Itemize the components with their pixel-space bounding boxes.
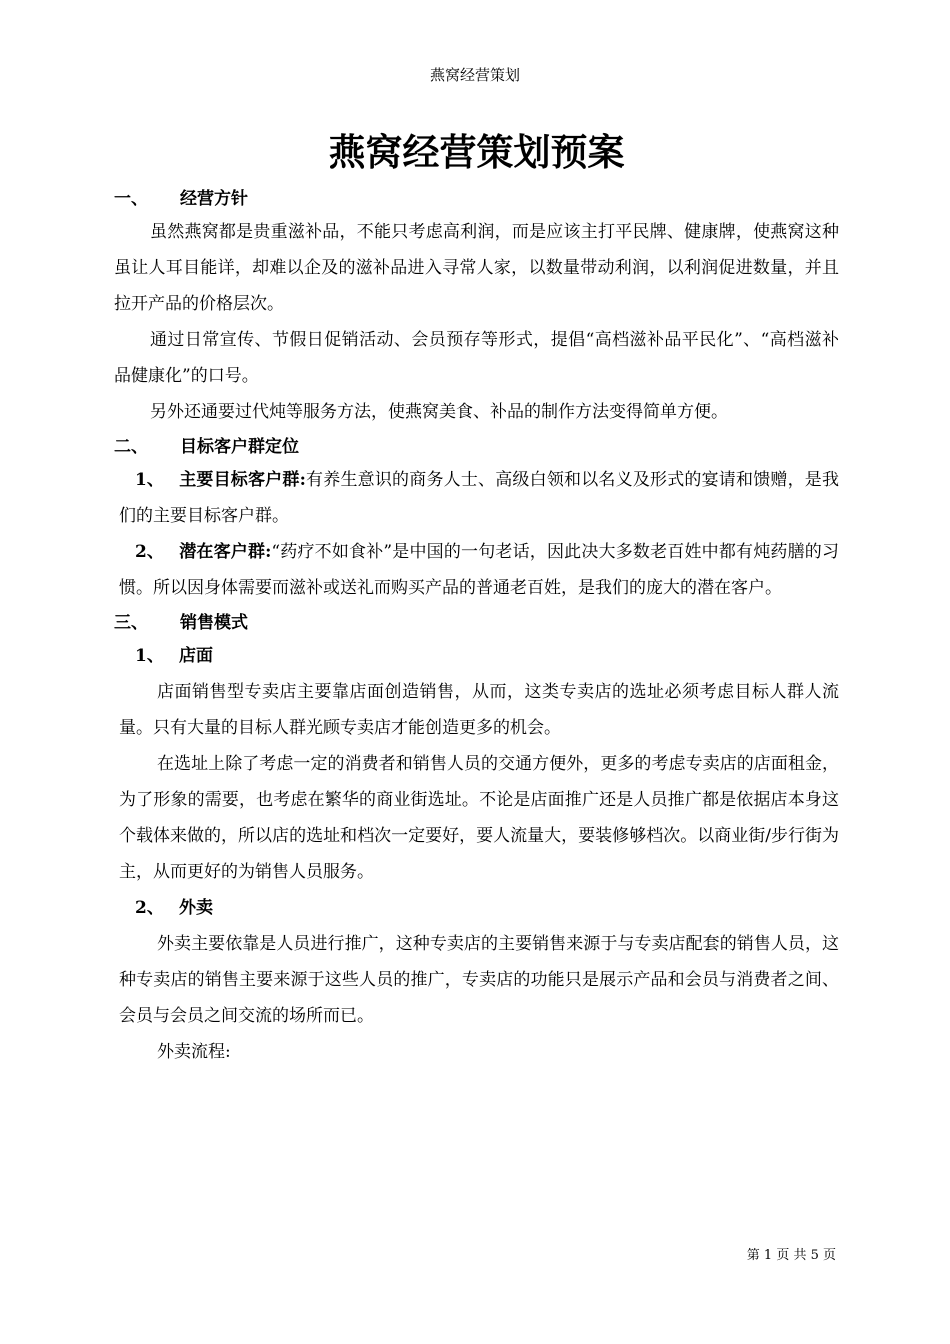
paragraph: 店面销售型专卖店主要靠店面创造销售，从而，这类专卖店的选址必须考虑目标人群人流量。只有大量的目标人群光顾专卖店才能创造更多的机会。 <box>119 682 839 738</box>
document-title: 燕窝经营策划预案 <box>328 130 625 174</box>
subsection-number: 1、 <box>135 646 164 666</box>
section-business-policy <box>114 184 839 430</box>
section-heading <box>114 432 839 462</box>
page-number: 第 1 页 共 5 页 <box>746 1248 836 1263</box>
item-number: 1、 <box>135 470 164 490</box>
paragraph: 外卖流程: <box>157 1042 231 1062</box>
paragraph: 在选址上除了考虑一定的消费者和销售人员的交通方便外，更多的考虑专卖店的店面租金，为了形象的需要，也考虑在繁华的商业街选址。不论是店面推广还是人员推广都是依据店本身这个载体来做的，所以店的选址和档次一定要好，要人流量大，要装修够档次。以商业街/步行街为主，从而更好的为销售人员服务。 <box>119 754 839 882</box>
section-heading <box>114 184 839 214</box>
list-item <box>114 534 839 606</box>
item-text: “药疗不如食补”是中国的一句老话，因此决大多数老百姓中都有炖药膳的习惯。所以因身体需要而滋补或送礼而购买产品的普通老百姓，是我们的庞大的潜在客户。 <box>119 542 839 598</box>
section-number: 二、 <box>114 437 148 457</box>
item-number: 2、 <box>135 542 164 562</box>
item-lead: 主要目标客户群: <box>179 470 306 490</box>
section-target-customers <box>114 432 839 606</box>
paragraph: 另外还通要过代炖等服务方法，使燕窝美食、补品的制作方法变得简单方便。 <box>150 402 728 422</box>
subsection-heading <box>114 638 839 674</box>
paragraph: 外卖主要依靠是人员进行推广，这种专卖店的主要销售来源于与专卖店配套的销售人员，这种专卖店的销售主要来源于这些人员的推广，专卖店的功能只是展示产品和会员与消费者之间、会员与会员之间交流的场所而已。 <box>119 934 839 1026</box>
section-number: 三、 <box>114 613 148 633</box>
subsection-heading <box>114 890 839 926</box>
subsection-number: 2、 <box>135 898 164 918</box>
subsection-title: 店面 <box>179 646 213 666</box>
paragraph: 通过日常宣传、节假日促销活动、会员预存等形式，提倡“高档滋补品平民化”、“高档滋补品健康化”的口号。 <box>114 330 839 386</box>
section-title: 目标客户群定位 <box>180 437 299 457</box>
section-number: 一、 <box>114 189 148 209</box>
paragraph: 虽然燕窝都是贵重滋补品，不能只考虑高利润，而是应该主打平民牌、健康牌，使燕窝这种虽让人耳目能详，却难以企及的滋补品进入寻常人家，以数量带动利润，以利润促进数量，并且拉开产品的价格层次。 <box>114 222 839 314</box>
list-item <box>114 462 839 534</box>
document-body <box>114 120 839 1070</box>
section-title: 销售模式 <box>180 613 248 633</box>
running-header: 燕窝经营策划 <box>429 66 520 84</box>
section-sales-model <box>114 608 839 1070</box>
subsection-title: 外卖 <box>179 898 213 918</box>
item-text: 有养生意识的商务人士、高级白领和以名义及形式的宴请和馈赠，是我们的主要目标客户群。 <box>119 470 839 526</box>
section-heading <box>114 608 839 638</box>
item-lead: 潜在客户群: <box>179 542 272 562</box>
section-title: 经营方针 <box>180 189 248 209</box>
